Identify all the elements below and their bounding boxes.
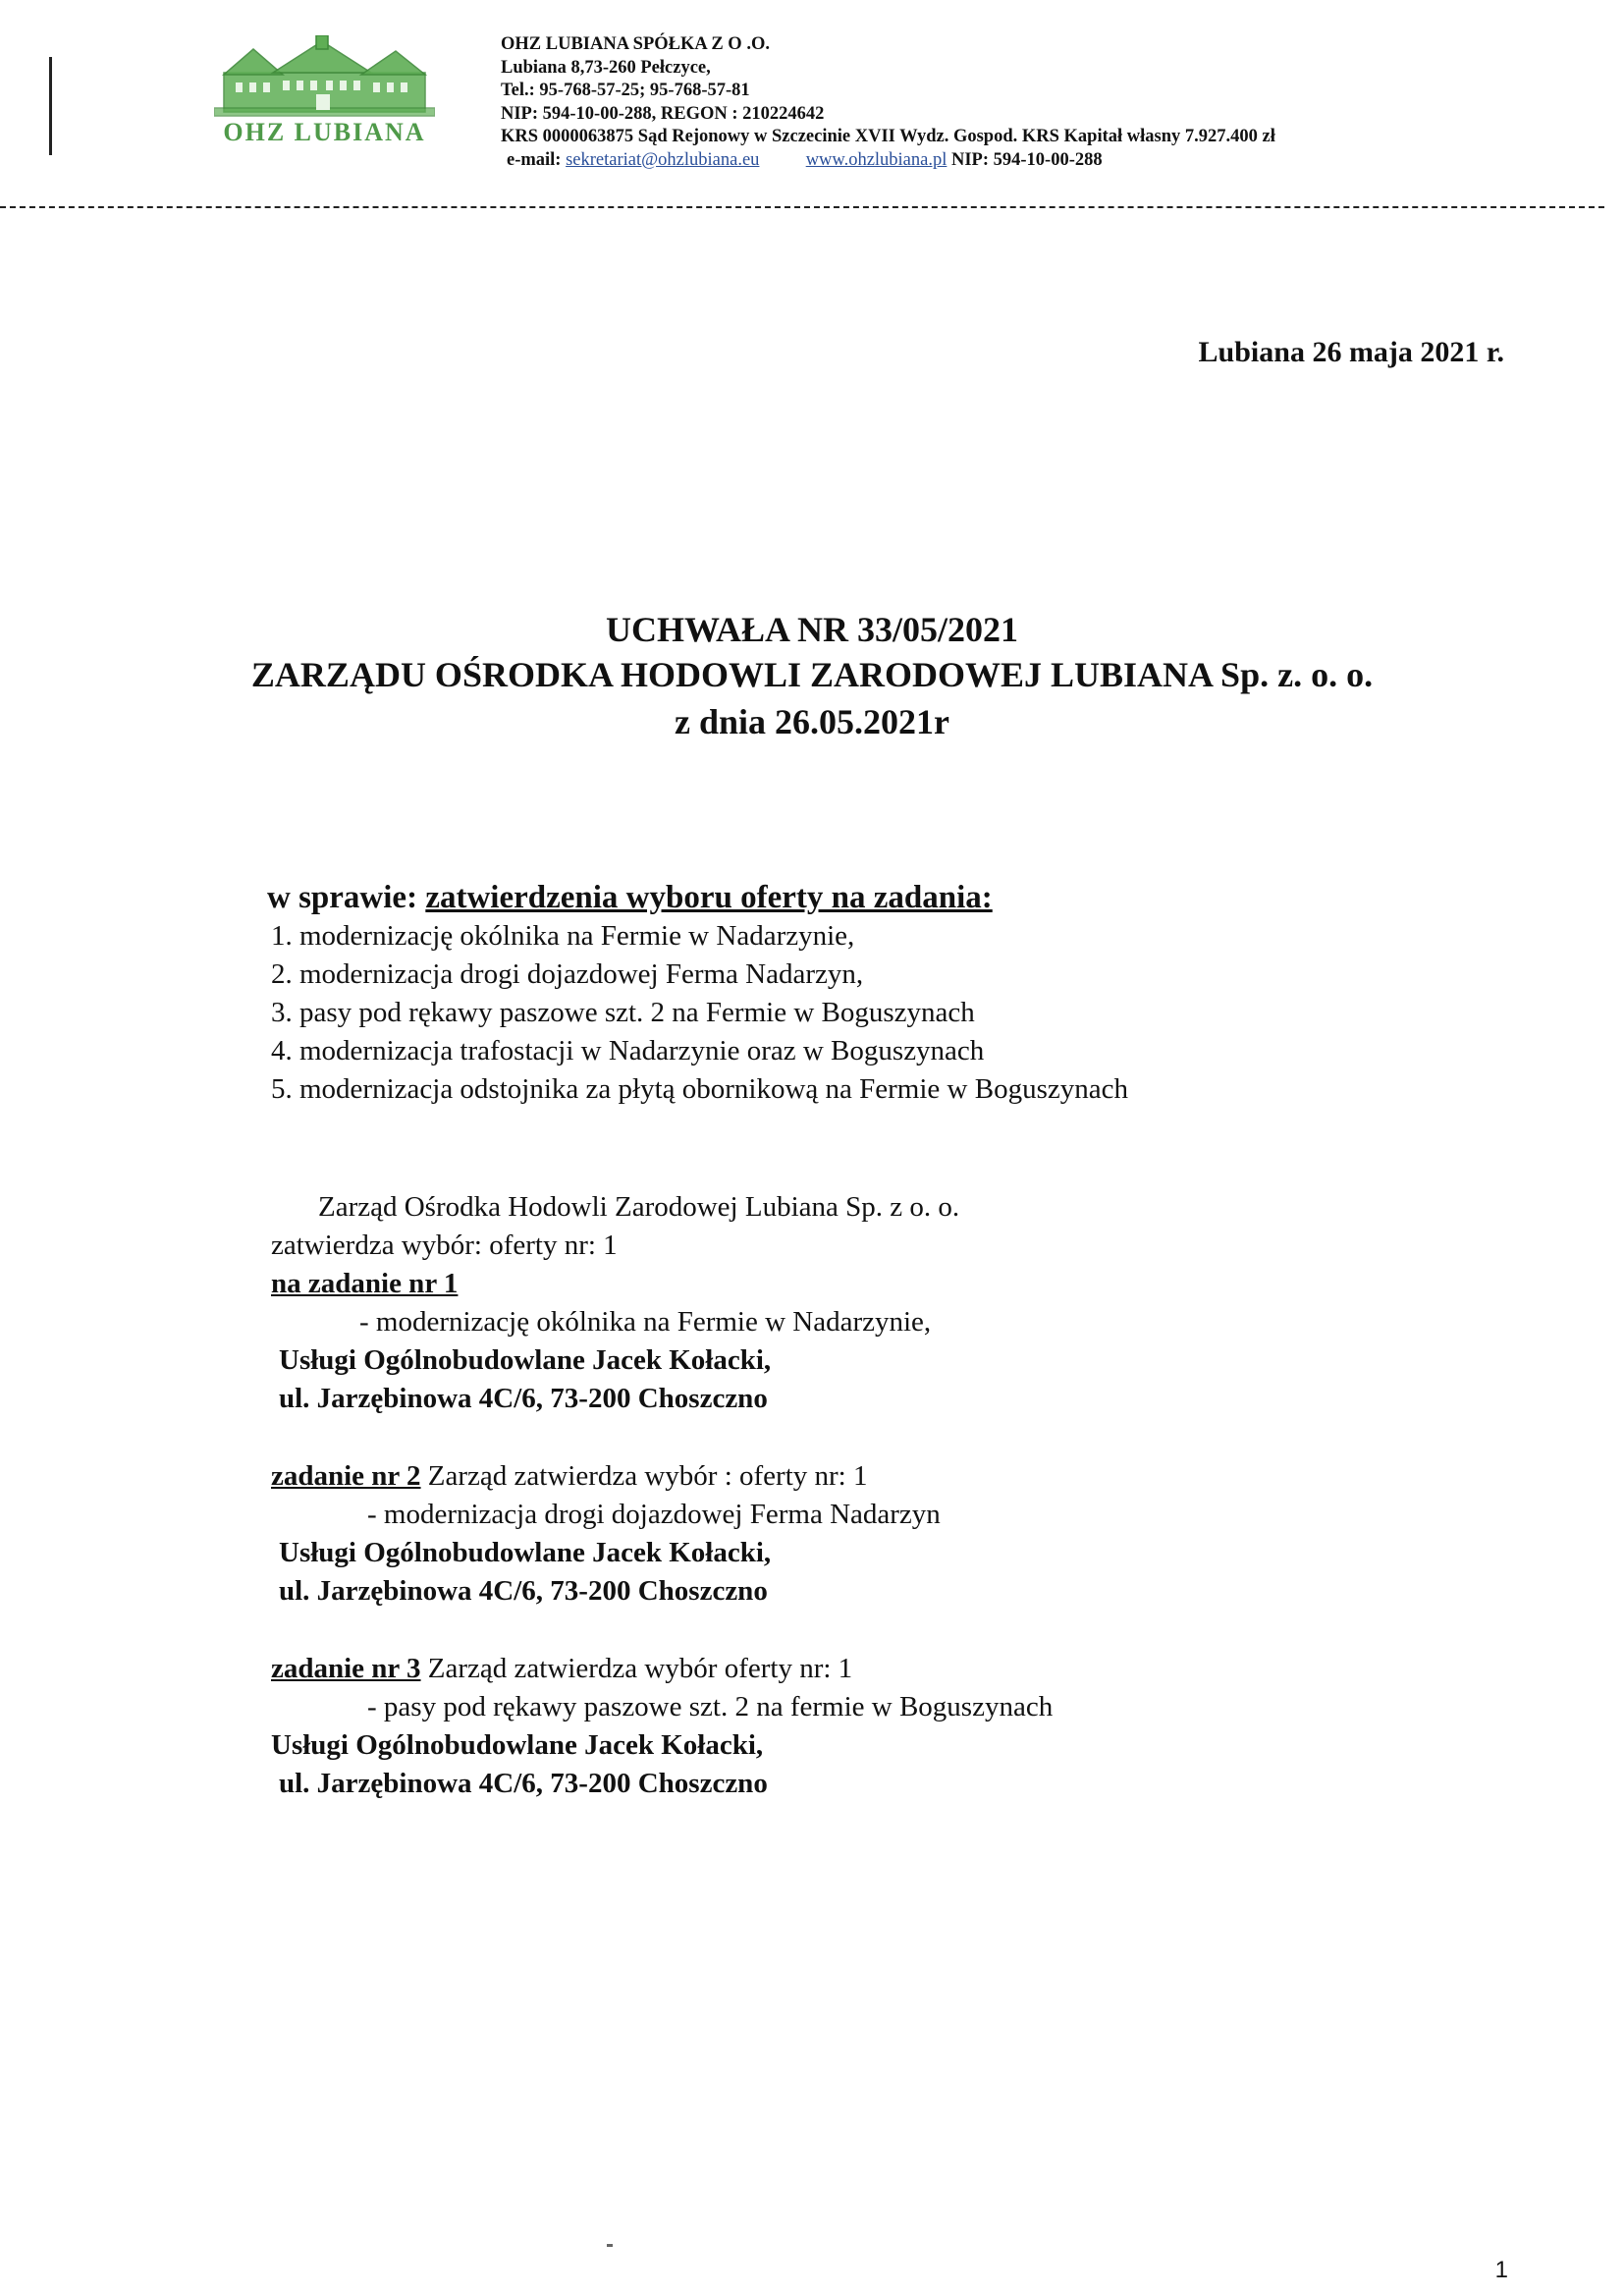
task3-company: Usługi Ogólnobudowlane Jacek Kołacki,: [271, 1729, 764, 1761]
task3-text: Zarząd zatwierdza wybór oferty nr: 1: [420, 1653, 853, 1684]
resolution-issuer: ZARZĄDU OŚRODKA HODOWLI ZARODOWEJ LUBIANA Sp. z. o. o.: [250, 655, 1374, 694]
company-name: OHZ LUBIANA SPÓŁKA Z O .O.: [501, 34, 770, 54]
task-list: [271, 917, 1128, 1109]
task3-address: ul. Jarzębinowa 4C/6, 73-200 Choszczno: [279, 1768, 768, 1799]
resolution-number: UCHWAŁA NR 33/05/2021: [605, 610, 1019, 649]
task1-label: na zadanie nr 1: [271, 1268, 459, 1299]
task3-label: zadanie nr 3: [271, 1653, 421, 1684]
website-link[interactable]: www.ohzlubiana.pl: [805, 149, 947, 170]
task2-section: [271, 1457, 941, 1611]
task3-desc: - pasy pod rękawy paszowe szt. 2 na fermie w Boguszynach: [367, 1691, 1054, 1722]
header-divider: [0, 206, 1604, 208]
task1-desc: - modernizację okólnika na Fermie w Nadarzynie,: [359, 1306, 932, 1338]
task1-section: [271, 1265, 931, 1418]
resolution-date: z dnia 26.05.2021r: [674, 702, 949, 741]
company-contact: [501, 149, 1275, 173]
task2-company: Usługi Ogólnobudowlane Jacek Kołacki,: [279, 1537, 772, 1568]
task1-address: ul. Jarzębinowa 4C/6, 73-200 Choszczno: [279, 1383, 768, 1414]
list-item: 3. pasy pod rękawy paszowe szt. 2 na Fermie w Boguszynach: [271, 997, 975, 1028]
page-number: 1: [1494, 2257, 1508, 2283]
task3-section: [271, 1650, 1053, 1803]
task2-label: zadanie nr 2: [271, 1460, 421, 1492]
list-item: 4. modernizacja trafostacji w Nadarzynie oraz w Boguszynach: [271, 1035, 985, 1066]
manor-building-icon: [214, 35, 435, 119]
list-item: 5. modernizacja odstojnika za płytą obornikową na Fermie w Boguszynach: [271, 1073, 1128, 1105]
document-date: Lubiana 26 maja 2021 r.: [1198, 336, 1504, 368]
logo-text: OHZ LUBIANA: [223, 118, 426, 146]
company-phone: Tel.: 95-768-57-25; 95-768-57-81: [501, 81, 750, 100]
subject-title: zatwierdzenia wyboru oferty na zadania:: [425, 880, 993, 915]
task2-text: Zarząd zatwierdza wybór : oferty nr: 1: [420, 1460, 868, 1492]
subject-prefix: w sprawie:: [267, 880, 418, 915]
task2-desc: - modernizacja drogi dojazdowej Ferma Nadarzyn: [367, 1499, 941, 1530]
list-item: 2. modernizacja drogi dojazdowej Ferma Nadarzyn,: [271, 958, 864, 990]
decision-approves: zatwierdza wybór: oferty nr: 1: [271, 1230, 618, 1261]
company-nip-regon: NIP: 594-10-00-288, REGON : 210224642: [501, 103, 825, 124]
email-link[interactable]: sekretariat@ohzlubiana.eu: [566, 149, 760, 170]
decision-intro: Zarząd Ośrodka Hodowli Zarodowej Lubiana Sp. z o. o.: [318, 1191, 960, 1223]
company-letterhead: [501, 33, 1275, 172]
scan-speck: [607, 2244, 613, 2247]
task1-company: Usługi Ogólnobudowlane Jacek Kołacki,: [279, 1344, 772, 1376]
list-item: 1. modernizację okólnika na Fermie w Nadarzynie,: [271, 920, 855, 952]
company-address: Lubiana 8,73-260 Pełczyce,: [501, 57, 711, 78]
margin-mark: [49, 57, 52, 155]
subject-heading: [267, 880, 993, 916]
company-logo: [214, 35, 435, 148]
company-krs: KRS 0000063875 Sąd Rejonowy w Szczecinie XVII Wydz. Gospod. KRS Kapitał własny 7.927.400 zł: [501, 127, 1275, 146]
email-label: e-mail:: [507, 149, 562, 170]
nip-tail: NIP: 594-10-00-288: [951, 149, 1103, 170]
task2-address: ul. Jarzębinowa 4C/6, 73-200 Choszczno: [279, 1575, 768, 1607]
